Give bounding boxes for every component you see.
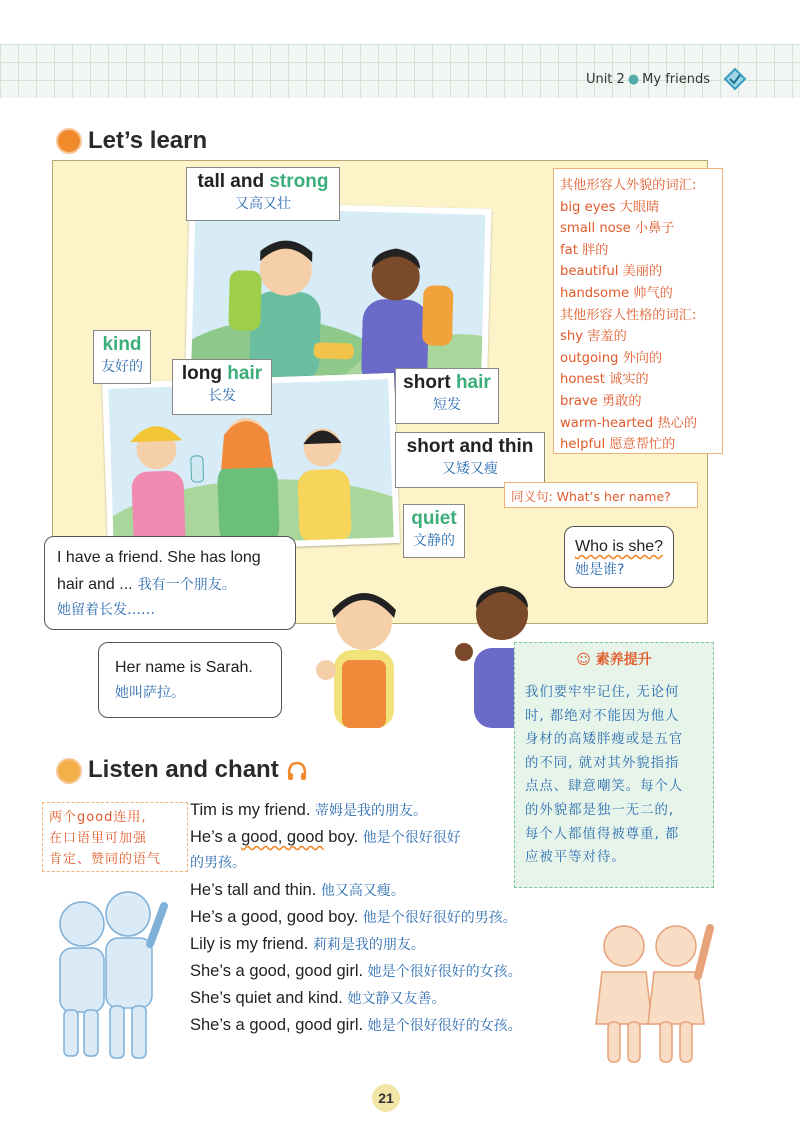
vocab-line: beautiful 美丽的 <box>560 264 663 280</box>
vocab-line: honest 诚实的 <box>560 372 649 388</box>
word-long-part: long <box>181 363 228 384</box>
chant-line <box>190 1015 590 1035</box>
word-tall-part: tall and <box>197 171 270 192</box>
literacy-line: 的外貌都是独一无二的, <box>525 802 675 818</box>
vocab-line: brave 勇敢的 <box>560 393 642 409</box>
chant-section-title: Listen and chant <box>88 756 279 783</box>
note-line: 肯定、赞同的语气 <box>49 852 162 867</box>
chant-line <box>190 800 590 820</box>
literacy-note-title <box>515 649 713 669</box>
literacy-line: 我们要牢牢记住, 无论何 <box>525 685 680 700</box>
synonym-note: 同义句: What’s her name? <box>504 482 698 508</box>
bubble-friend-line2 <box>57 571 295 598</box>
chant-line-en-end: boy. <box>323 828 359 846</box>
word-hair-part: hair <box>227 363 263 384</box>
chant-line-zh: 她是个很好很好的女孩。 <box>367 964 522 980</box>
chant-line <box>190 880 590 900</box>
literacy-line: 每个人都值得被尊重, 都 <box>525 826 680 842</box>
chant-line-zh: 她文静又友善。 <box>347 991 446 1007</box>
vocab-line: handsome 帅气的 <box>560 285 673 301</box>
word-tall-and-strong-en <box>187 170 339 194</box>
vocab-line: fat 胖的 <box>560 242 609 258</box>
word-kind-zh: 友好的 <box>101 359 143 375</box>
unit-title: My friends <box>642 72 710 87</box>
bubble-friend-line2-en: hair and ... <box>57 576 133 593</box>
girls-illustration <box>115 393 390 552</box>
literacy-line: 点点、肆意嘲笑。每个人 <box>525 779 684 795</box>
chant-line-zh: 他是个很好很好的男孩。 <box>362 910 517 926</box>
chant-line-zh: 她是个很好很好的女孩。 <box>367 1018 522 1034</box>
speech-bubble-name <box>98 642 282 718</box>
speech-bubble-who <box>564 526 674 588</box>
unit-separator-dot: ● <box>627 72 640 87</box>
word-kind-en: kind <box>102 334 142 355</box>
chant-good-good-highlight: good, good <box>241 828 324 846</box>
vocab-line: small nose 小鼻子 <box>560 221 675 237</box>
literacy-line: 应被平等对待。 <box>525 850 626 866</box>
note-line: 两个good连用, <box>49 810 147 825</box>
vocab-line: 其他形容人外貌的词汇: <box>560 178 697 193</box>
chant-line-en: She’s a good, good girl. <box>190 962 364 980</box>
teacher-icon: ☺ <box>576 652 596 668</box>
chant-line-zh: 的男孩。 <box>190 855 246 871</box>
chant-line-zh: 蒂姆是我的朋友。 <box>315 803 427 819</box>
chant-line-en: She’s a good, good girl. <box>190 1016 364 1034</box>
word-short-and-thin-zh: 又矮又瘦 <box>442 461 498 477</box>
chant-line-zh: 他是个很好很好 <box>362 830 461 846</box>
good-good-note <box>42 802 188 872</box>
bubble-friend-line3: 她留着长发…… <box>57 602 155 618</box>
word-strong-part: strong <box>269 171 329 192</box>
headphones-icon[interactable] <box>286 760 308 782</box>
literacy-line: 时, 都绝对不能因为他人 <box>525 708 680 724</box>
vocab-line: shy 害羞的 <box>560 329 627 345</box>
bubble-friend-line1: I have a friend. She has long <box>57 549 261 566</box>
vocab-line: warm-hearted 热心的 <box>560 415 698 431</box>
vocab-line: helpful 愿意帮忙的 <box>560 437 676 453</box>
bubble-name-en: Her name is Sarah. <box>115 659 253 676</box>
chant-line <box>190 988 590 1008</box>
literacy-line: 的不同, 就对其外貌指指 <box>525 755 680 771</box>
chant-line-en: Lily is my friend. <box>190 935 309 953</box>
word-short-part: short <box>403 372 456 393</box>
unit-number: Unit 2 <box>585 72 625 87</box>
chant-line <box>190 907 590 927</box>
word-long-hair <box>172 359 272 415</box>
chant-line-zh: 莉莉是我的朋友。 <box>312 937 425 953</box>
word-quiet <box>403 504 465 558</box>
word-short-hair-zh: 短发 <box>433 397 461 413</box>
chant-line-zh: 他又高又瘦。 <box>320 883 405 899</box>
page-number: 21 <box>372 1084 400 1112</box>
literacy-line: 身材的高矮胖瘦或是五官 <box>525 732 684 748</box>
bubble-who-en: Who is she? <box>575 538 664 555</box>
bubble-friend-line2-zh: 我有一个朋友。 <box>137 577 236 593</box>
chant-line-en: Tim is my friend. <box>190 801 311 819</box>
learn-section-title: Let’s learn <box>88 127 208 154</box>
word-tall-and-strong-zh: 又高又壮 <box>235 196 291 212</box>
header-grid-band <box>0 44 800 98</box>
word-long-hair-en <box>173 362 271 386</box>
chant-line-en: He’s tall and thin. <box>190 881 317 899</box>
chant-line <box>190 934 590 954</box>
girl-sarah-illustration <box>304 580 424 728</box>
word-hair2-part: hair <box>455 372 491 393</box>
word-short-hair <box>395 368 499 424</box>
speech-bubble-friend <box>44 536 296 630</box>
literacy-note-title-text: 素养提升 <box>595 652 652 668</box>
chant-line <box>190 961 590 981</box>
note-line: 在口语里可加强 <box>49 831 148 846</box>
chant-line-en: He’s a <box>190 828 242 846</box>
vocab-line: outgoing 外向的 <box>560 350 663 366</box>
unit-badge-icon <box>722 66 748 92</box>
word-tall-and-strong <box>186 167 340 221</box>
vocab-line: 其他形容人性格的词汇: <box>560 307 697 323</box>
unit-label <box>586 72 710 87</box>
word-kind <box>93 330 151 384</box>
boys-lineart-illustration <box>46 884 172 1066</box>
learn-section-icon <box>56 128 82 154</box>
girls-lineart-illustration <box>586 912 718 1068</box>
chant-section-icon <box>56 758 82 784</box>
word-long-hair-zh: 长发 <box>208 388 236 404</box>
bubble-who-zh: 她是谁? <box>575 562 625 578</box>
chant-line <box>190 852 590 872</box>
word-quiet-en: quiet <box>411 508 457 529</box>
word-short-hair-en <box>396 371 498 395</box>
word-quiet-zh: 文静的 <box>413 533 455 549</box>
chant-line-en: She’s quiet and kind. <box>190 989 343 1007</box>
bubble-name-zh: 她叫萨拉。 <box>115 685 185 701</box>
word-short-and-thin <box>395 432 545 488</box>
chant-line-en: He’s a good, good boy. <box>190 908 359 926</box>
extra-vocabulary-box <box>553 168 723 454</box>
word-short-and-thin-en: short and thin <box>406 436 534 457</box>
vocab-line: big eyes 大眼睛 <box>560 199 660 215</box>
chant-line <box>190 827 590 847</box>
